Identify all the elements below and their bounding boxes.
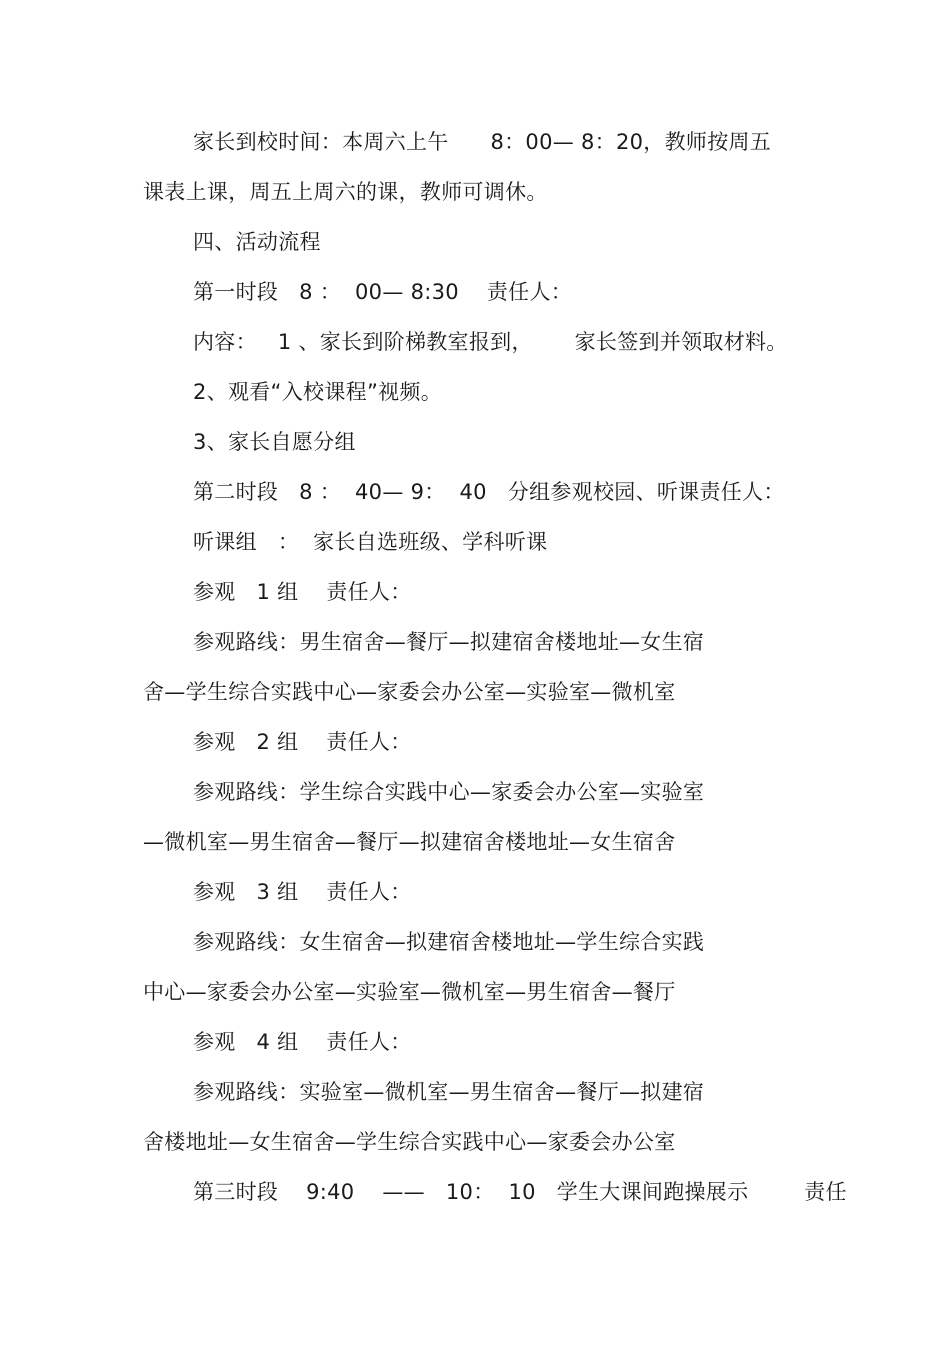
paragraph-line: 第二时段 8 ： 40— 9： 40 分组参观校园、听课责任人： [193,480,785,504]
paragraph-line: 听课组 ： 家长自选班级、学科听课 [193,530,548,554]
paragraph-line: 课表上课，周五上周六的课，教师可调休。 [143,180,548,204]
paragraph-line: 家长到校时间：本周六上午 8：00— 8：20，教师按周五 [193,130,772,154]
paragraph-line: —微机室—男生宿舍—餐厅—拟建宿舍楼地址—女生宿舍 [143,830,676,854]
paragraph-line: 2、观看“入校课程”视频。 [193,380,443,404]
paragraph-line: 参观路线：女生宿舍—拟建宿舍楼地址—学生综合实践 [193,930,705,954]
paragraph-line: 舍楼地址—女生宿舍—学生综合实践中心—家委会办公室 [143,1130,676,1154]
paragraph-line: 参观路线：学生综合实践中心—家委会办公室—实验室 [193,780,705,804]
paragraph-line: 3、家长自愿分组 [193,430,356,454]
paragraph-line: 参观路线：男生宿舍—餐厅—拟建宿舍楼地址—女生宿 [193,630,705,654]
paragraph-line: 参观路线：实验室—微机室—男生宿舍—餐厅—拟建宿 [193,1080,705,1104]
section-heading: 四、活动流程 [193,230,321,254]
paragraph-line: 参观 3 组 责任人： [193,880,412,904]
paragraph-line: 参观 2 组 责任人： [193,730,412,754]
paragraph-line: 第一时段 8 ： 00— 8:30 责任人： [193,280,573,304]
paragraph-line: 中心—家委会办公室—实验室—微机室—男生宿舍—餐厅 [143,980,676,1004]
paragraph-line: 内容： 1 、家长到阶梯教室报到， 家长签到并领取材料。 [193,330,788,354]
paragraph-line: 参观 4 组 责任人： [193,1030,412,1054]
paragraph-line: 舍—学生综合实践中心—家委会办公室—实验室—微机室 [143,680,676,704]
paragraph-line: 参观 1 组 责任人： [193,580,412,604]
paragraph-line: 第三时段 9:40 —— 10： 10 学生大课间跑操展示 责任 [193,1180,847,1204]
